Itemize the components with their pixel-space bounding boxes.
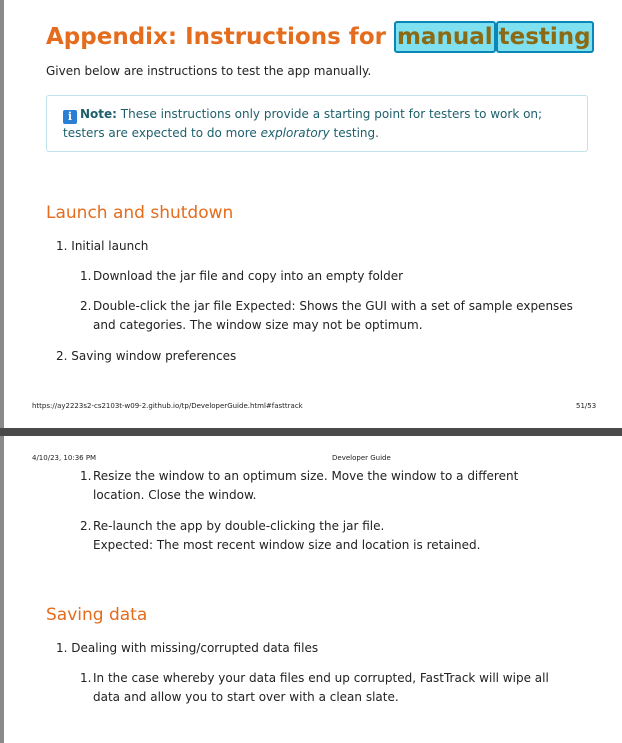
list-text [93,517,573,555]
list-text: Dealing with missing/corrupted data files [71,641,319,655]
list-item [56,641,318,655]
header-title: Developer Guide [332,454,391,462]
note-text-before: These instructions only provide a starting point for testers to work on; testers are expected to do more [63,107,543,140]
intro-text: Given below are instructions to test the app manually. [46,64,372,78]
list-text-line: Re-launch the app by double-clicking the jar file. [93,519,385,533]
list-item [80,467,580,505]
section-heading-saving: Saving data [46,605,148,625]
footer-url: https://ay2223s2-cs2103t-w09-2.github.io/tp/DeveloperGuide.html#fasttrack [32,402,303,410]
list-number: 2. [80,299,92,313]
list-item [56,349,236,363]
note-text-emphasis: exploratory [260,126,330,140]
page-52 [4,436,622,743]
list-item [56,239,148,253]
note-text-after: testing. [329,126,379,140]
list-text: Download the jar file and copy into an empty folder [93,269,404,283]
list-text: Saving window preferences [71,349,237,363]
list-text: In the case whereby your data files end up corrupted, FastTrack will wipe all data and allow you to start over with a clean slate. [93,671,549,704]
title-prefix: Appendix: Instructions for [46,24,394,50]
list-number: 1. [56,239,68,253]
list-text: Resize the window to an optimum size. Move the window to a different location. Close the window. [93,469,519,502]
info-icon: i [63,110,77,124]
header-date: 4/10/23, 10:36 PM [32,454,97,462]
list-item [80,297,580,335]
note-box [46,95,588,152]
list-number: 1. [56,641,68,655]
list-number: 1. [80,269,92,283]
list-item [80,517,580,555]
page-separator [0,428,622,436]
page-51 [4,0,622,428]
footer-page-number: 51/53 [576,402,597,410]
list-text: Double-click the jar file Expected: Shows the GUI with a set of sample expenses and categories. The window size may not be optimum. [93,299,573,332]
list-number: 2. [56,349,68,363]
note-label: Note: [80,107,117,121]
list-number: 1. [80,469,92,483]
list-text: Initial launch [71,239,149,253]
list-item [80,267,580,286]
page-title [46,20,594,54]
list-text-line: Expected: The most recent window size and location is retained. [93,538,481,552]
list-item [80,669,580,707]
search-highlight-testing: testing [496,21,594,53]
search-highlight-manual: manual [394,21,496,53]
list-number: 2. [80,519,92,533]
list-number: 1. [80,671,92,685]
section-heading-launch: Launch and shutdown [46,203,234,223]
